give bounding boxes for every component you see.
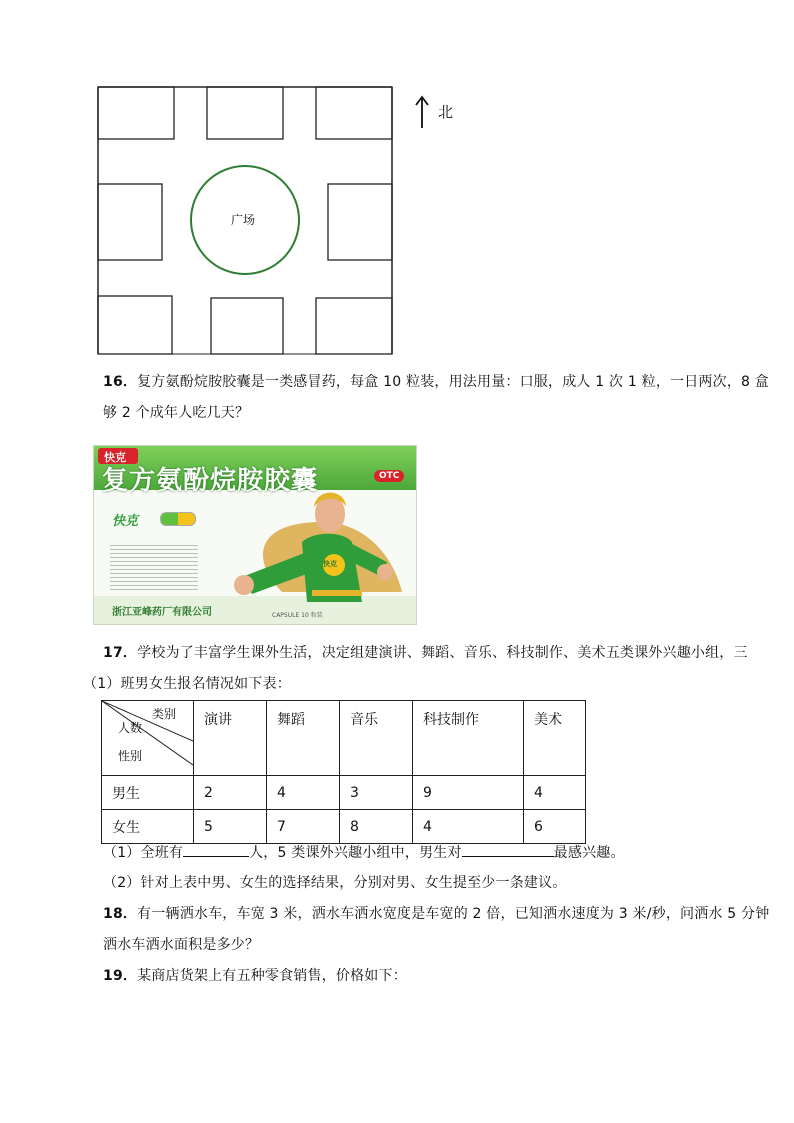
q16-line1: 16．复方氨酚烷胺胶囊是一类感冒药，每盒 10 粒装，用法用量：口服，成人 1 次 1 粒，一日两次，8 盒 bbox=[103, 374, 769, 390]
plaza-label: 广场 bbox=[231, 213, 256, 227]
q18-number: 18． bbox=[103, 906, 138, 922]
box-brand: 快克 bbox=[104, 451, 126, 464]
block-top-left bbox=[98, 87, 174, 139]
north-indicator bbox=[414, 94, 464, 130]
otc-label: OTC bbox=[379, 471, 400, 481]
box-brand-small: 快克 bbox=[112, 514, 139, 529]
table-cell: 2 bbox=[194, 776, 267, 810]
table-cell: 4 bbox=[267, 776, 340, 810]
diag-label-category: 类别 bbox=[152, 707, 177, 721]
q19-number: 19． bbox=[103, 968, 138, 984]
block-bottom-left bbox=[98, 296, 172, 354]
q17-line1: 17．学校为了丰富学生课外生活，决定组建演讲、舞蹈、音乐、科技制作、美术五类课外兴趣小组，三 bbox=[103, 645, 748, 661]
signup-table bbox=[101, 700, 586, 844]
block-mid-left bbox=[98, 184, 162, 260]
diag-label-gender: 性别 bbox=[118, 749, 143, 763]
table-cell: 8 bbox=[340, 810, 413, 844]
block-top-center bbox=[207, 87, 283, 139]
table-cell: 9 bbox=[413, 776, 524, 810]
box-product-name: 复方氨酚烷胺胶囊 bbox=[102, 466, 319, 496]
q16-line2: 够 2 个成年人吃几天？ bbox=[103, 405, 250, 421]
header-cell: 科技制作 bbox=[413, 701, 524, 776]
table-cell: 7 bbox=[267, 810, 340, 844]
north-arrow-icon bbox=[414, 94, 430, 130]
q17-line2: （1）班男女生报名情况如下表： bbox=[83, 676, 291, 692]
q19-line1: 19．某商店货架上有五种零食销售，价格如下： bbox=[103, 968, 407, 984]
q18-line2: 洒水车洒水面积是多少？ bbox=[103, 937, 260, 953]
q18-line1: 18．有一辆洒水车，车宽 3 米，洒水车洒水宽度是车宽的 2 倍，已知洒水速度为 3 米/秒，问洒水 5 分钟 bbox=[103, 906, 770, 922]
superhero-figure bbox=[212, 482, 412, 622]
table-row bbox=[102, 776, 586, 810]
block-mid-right bbox=[328, 184, 392, 260]
answer-blank-total[interactable] bbox=[183, 842, 249, 857]
north-label: 北 bbox=[438, 103, 454, 121]
answer-blank-interest[interactable] bbox=[462, 842, 554, 857]
table-cell: 5 bbox=[194, 810, 267, 844]
block-top-right bbox=[316, 87, 392, 139]
box-chest-logo: 快克 bbox=[323, 560, 337, 568]
header-cell: 音乐 bbox=[340, 701, 413, 776]
table-cell: 6 bbox=[524, 810, 586, 844]
box-capsule-note: CAPSULE 10 粒装 bbox=[272, 612, 323, 619]
table-cell: 4 bbox=[413, 810, 524, 844]
capsule-icon bbox=[160, 512, 196, 526]
table-row bbox=[102, 810, 586, 844]
q17-number: 17． bbox=[103, 645, 138, 661]
table-cell: 4 bbox=[524, 776, 586, 810]
q17-sub2: （2）针对上表中男、女生的选择结果，分别对男、女生提至少一条建议。 bbox=[103, 875, 567, 891]
diagonal-lines bbox=[102, 701, 193, 767]
box-manufacturer: 浙江亚峰药厂有限公司 bbox=[112, 607, 212, 618]
map-figure bbox=[97, 86, 393, 356]
block-bottom-center bbox=[211, 298, 283, 354]
block-bottom-right bbox=[316, 298, 392, 354]
q16-number: 16． bbox=[103, 374, 138, 390]
header-cell: 演讲 bbox=[194, 701, 267, 776]
medicine-box-image bbox=[93, 445, 417, 625]
header-cell: 舞蹈 bbox=[267, 701, 340, 776]
row-label: 女生 bbox=[102, 810, 194, 844]
diag-label-count: 人数 bbox=[118, 721, 143, 735]
diagonal-header-cell bbox=[102, 701, 194, 776]
header-cell: 美术 bbox=[524, 701, 586, 776]
row-label: 男生 bbox=[102, 776, 194, 810]
box-fine-print bbox=[110, 542, 198, 590]
table-header-row bbox=[102, 701, 586, 776]
table-cell: 3 bbox=[340, 776, 413, 810]
q17-sub1: （1）全班有 人，5 类课外兴趣小组中，男生对 最感兴趣。 bbox=[103, 842, 625, 863]
